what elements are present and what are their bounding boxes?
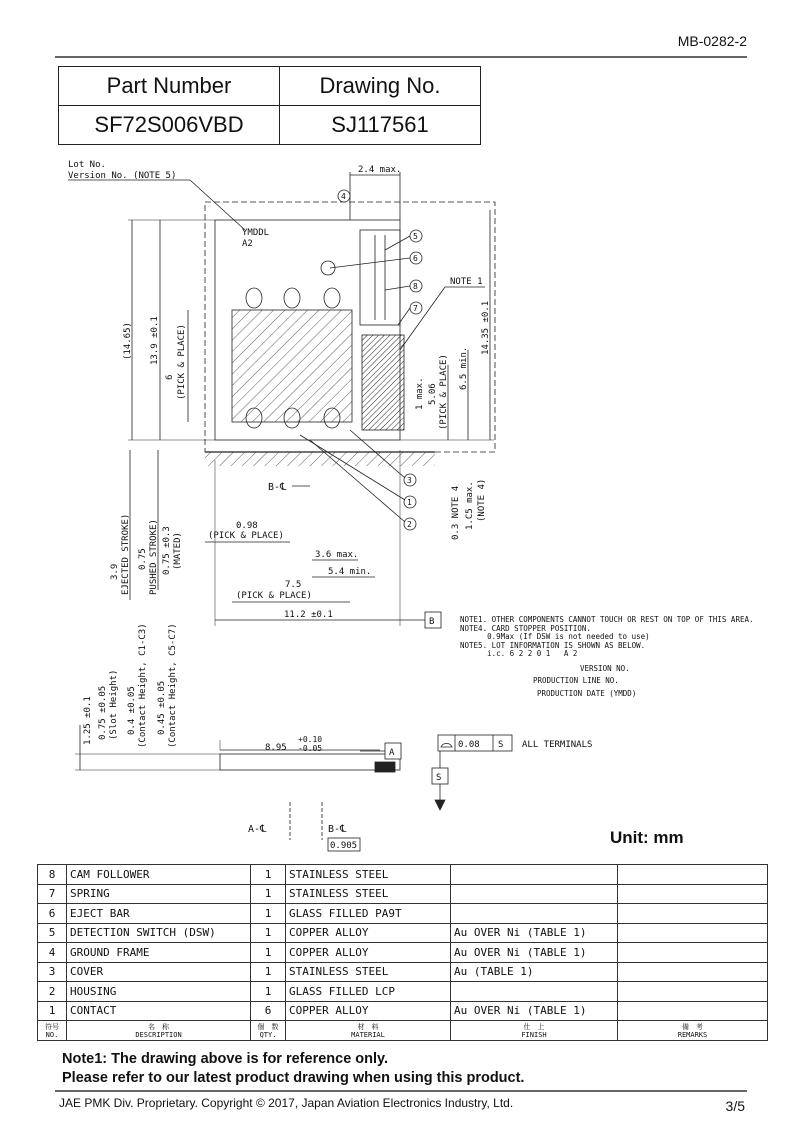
- bottom-note: [62, 1050, 524, 1088]
- bom-cell-material: GLASS FILLED LCP: [286, 982, 451, 1002]
- document-number: MB-0282-2: [677, 33, 747, 49]
- bom-row: [38, 982, 768, 1002]
- part-number-header: Part Number: [59, 67, 280, 106]
- datum-b: B: [429, 617, 435, 627]
- dim-0-75-mated: 0.75 ±0.3: [162, 526, 172, 575]
- part-number-value: SF72S006VBD: [59, 106, 280, 145]
- callout-3: 3: [407, 476, 412, 485]
- bom-row: [38, 865, 768, 885]
- unit-label: Unit: mm: [610, 828, 684, 847]
- dim-0-3-note4: 0.3 NOTE 4: [451, 485, 461, 540]
- dim-6-pick-label: (PICK & PLACE): [177, 324, 187, 400]
- bom-h-desc-jp: 名 称: [148, 1022, 169, 1031]
- pick-place-area: [232, 310, 352, 422]
- bom-cell-remarks: [618, 982, 768, 1002]
- datum-a: A: [389, 748, 395, 758]
- bom-cell-desc: EJECT BAR: [67, 904, 251, 924]
- bom-h-rem-jp: 備 考: [682, 1022, 703, 1031]
- bom-h-qty-jp: 個 数: [257, 1022, 279, 1031]
- dim-1-max: 1 max.: [415, 377, 425, 410]
- dim-14-35: 14.35 ±0.1: [481, 300, 491, 355]
- dim-5-06-label: (PICK & PLACE): [439, 354, 449, 430]
- note5-version: VERSION NO.: [580, 663, 630, 673]
- bom-cell-material: COPPER ALLOY: [286, 1001, 451, 1021]
- dim-0-4: 0.4 ±0.05: [127, 686, 137, 735]
- note5-date: PRODUCTION DATE (YMDD): [537, 688, 637, 698]
- dim-5-06: 5.06: [428, 383, 438, 405]
- bom-row: [38, 904, 768, 924]
- bom-cell-remarks: [618, 865, 768, 885]
- callout-6: 6: [413, 254, 418, 263]
- b-centerline-lower: B-℄: [328, 824, 347, 835]
- bom-cell-desc: CAM FOLLOWER: [67, 865, 251, 885]
- technical-drawing: [60, 150, 760, 860]
- bom-cell-remarks: [618, 884, 768, 904]
- bom-cell-remarks: [618, 1001, 768, 1021]
- bom-cell-finish: Au (TABLE 1): [451, 962, 618, 982]
- flatness-datum: S: [498, 740, 504, 750]
- bom-cell-finish: [451, 904, 618, 924]
- note1-text: NOTE1. OTHER COMPONENTS CANNOT TOUCH OR REST ON TOP OF THIS AREA.: [460, 615, 754, 624]
- bom-h-fin: FINISH: [521, 1030, 547, 1039]
- bom-cell-qty: 1: [251, 865, 286, 885]
- dim-6-pick: 6: [165, 374, 175, 380]
- bom-cell-material: STAINLESS STEEL: [286, 865, 451, 885]
- bom-cell-remarks: [618, 904, 768, 924]
- dim-0-75-stroke-label: PUSHED STROKE): [149, 519, 159, 595]
- bom-cell-no: 2: [38, 982, 67, 1002]
- bom-cell-desc: DETECTION SWITCH (DSW): [67, 923, 251, 943]
- bom-cell-qty: 1: [251, 884, 286, 904]
- flatness-value: 0.08: [458, 740, 480, 750]
- dim-13-9: 13.9 ±0.1: [150, 316, 160, 365]
- dim-2-4-max: 2.4 max.: [358, 165, 402, 175]
- lot-no-label: Lot No.: [68, 160, 106, 170]
- bom-cell-remarks: [618, 943, 768, 963]
- dim-14-65: (14.65): [123, 322, 133, 360]
- dim-0-905: 0.905: [330, 841, 358, 851]
- bom-cell-finish: Au OVER Ni (TABLE 1): [451, 923, 618, 943]
- callout-1: 1: [407, 498, 412, 507]
- bom-h-rem: REMARKS: [677, 1030, 708, 1039]
- marking-line2: A2: [242, 239, 253, 249]
- bom-cell-qty: 1: [251, 943, 286, 963]
- dim-3-9-label: EJECTED STROKE): [121, 513, 131, 595]
- part-number-table: [58, 66, 481, 145]
- footer-copyright: JAE PMK Div. Proprietary. Copyright © 2017, Japan Aviation Electronics Industry, Ltd.: [59, 1096, 514, 1110]
- bom-cell-finish: Au OVER Ni (TABLE 1): [451, 943, 618, 963]
- dim-tol-minus: -0.05: [298, 744, 323, 753]
- drawing-number-header: Drawing No.: [280, 67, 481, 106]
- page-number: 3/5: [725, 1098, 745, 1114]
- note5-example: i.c. 6 2 2 0 1 A 2: [460, 649, 578, 658]
- drawing-notes: [460, 616, 754, 698]
- bom-cell-qty: 1: [251, 962, 286, 982]
- dim-0-45: 0.45 ±0.05: [157, 680, 167, 735]
- bottom-note-line1: Note1: The drawing above is for reference only.: [62, 1051, 389, 1067]
- bom-cell-desc: CONTACT: [67, 1001, 251, 1021]
- bom-cell-material: GLASS FILLED PA9T: [286, 904, 451, 924]
- dim-3-6-max: 3.6 max.: [315, 550, 359, 560]
- note4-text: NOTE4. CARD STOPPER POSITION.: [460, 623, 591, 633]
- bom-row: [38, 1001, 768, 1021]
- bom-cell-material: COPPER ALLOY: [286, 943, 451, 963]
- bom-cell-qty: 6: [251, 1001, 286, 1021]
- dim-7-5: 7.5: [285, 580, 302, 590]
- dim-0-98: 0.98: [236, 521, 258, 531]
- bom-h-qty: QTY.: [259, 1030, 277, 1039]
- b-centerline: B-℄: [268, 482, 287, 493]
- dim-6-5-min: 6.5 min.: [459, 346, 469, 390]
- bom-h-fin-jp: 仕 上: [523, 1022, 545, 1031]
- all-terminals: ALL TERMINALS: [522, 740, 593, 750]
- dim-0-75-mated-label: (MATED): [173, 532, 183, 570]
- dim-3-9: 3.9: [110, 563, 120, 580]
- bom-cell-desc: GROUND FRAME: [67, 943, 251, 963]
- datum-s: S: [436, 773, 442, 783]
- bom-cell-qty: 1: [251, 923, 286, 943]
- bom-cell-desc: COVER: [67, 962, 251, 982]
- bom-cell-no: 1: [38, 1001, 67, 1021]
- bom-cell-material: COPPER ALLOY: [286, 923, 451, 943]
- dim-8-95: 8.95: [265, 743, 287, 753]
- bill-of-materials: [37, 864, 768, 1041]
- callout-8: 8: [413, 282, 418, 291]
- bom-h-mat: MATERIAL: [351, 1030, 385, 1039]
- bom-row: [38, 943, 768, 963]
- callout-4: 4: [341, 192, 346, 201]
- dim-7-5-label: (PICK & PLACE): [236, 591, 312, 601]
- callout-2: 2: [407, 520, 412, 529]
- dim-5-4-min: 5.4 min.: [328, 567, 372, 577]
- dim-11-2: 11.2 ±0.1: [284, 610, 333, 620]
- bom-cell-finish: Au OVER Ni (TABLE 1): [451, 1001, 618, 1021]
- drawing-number-value: SJ117561: [280, 106, 481, 145]
- bom-cell-qty: 1: [251, 904, 286, 924]
- top-rule: [55, 56, 747, 58]
- bom-row: [38, 923, 768, 943]
- bom-cell-remarks: [618, 962, 768, 982]
- bom-row: [38, 884, 768, 904]
- bom-h-no: NO.: [45, 1030, 59, 1039]
- note4-detail: 0.9Max (If DSW is not needed to use): [460, 632, 650, 641]
- a-centerline: A-℄: [248, 824, 267, 835]
- dim-0-98-label: (PICK & PLACE): [208, 531, 284, 541]
- bom-cell-material: STAINLESS STEEL: [286, 962, 451, 982]
- bom-cell-qty: 1: [251, 982, 286, 1002]
- bom-cell-no: 3: [38, 962, 67, 982]
- dim-0-75-slot: 0.75 ±0.05: [98, 685, 108, 740]
- bom-h-no-jp: 符号: [45, 1022, 59, 1031]
- bom-cell-no: 7: [38, 884, 67, 904]
- connector-side-view: [220, 754, 400, 770]
- bom-h-mat-jp: 材 料: [357, 1022, 379, 1031]
- bom-cell-no: 5: [38, 923, 67, 943]
- bottom-note-line2: Please refer to our latest product drawing when using this product.: [62, 1070, 525, 1086]
- dim-tol-plus: +0.10: [298, 735, 323, 744]
- dim-0-45-label: (Contact Height, C5-C7): [168, 623, 178, 748]
- marking-line1: YMDDL: [242, 228, 270, 238]
- bom-cell-no: 8: [38, 865, 67, 885]
- callout-5: 5: [413, 232, 418, 241]
- dim-0-75-slot-label: (Slot Height): [109, 669, 119, 740]
- bom-cell-no: 4: [38, 943, 67, 963]
- bom-cell-remarks: [618, 923, 768, 943]
- version-no-label: Version No. (NOTE 5): [68, 171, 177, 181]
- dim-0-75-stroke: 0.75: [138, 548, 148, 570]
- bom-row: [38, 962, 768, 982]
- bom-h-desc: DESCRIPTION: [135, 1030, 182, 1039]
- bottom-rule: [55, 1090, 747, 1092]
- note1-area: [362, 335, 404, 430]
- note5-text: NOTE5. LOT INFORMATION IS SHOWN AS BELOW.: [460, 640, 646, 650]
- dim-1-c5-max: 1.C5 max.: [465, 481, 475, 530]
- bom-cell-desc: SPRING: [67, 884, 251, 904]
- bom-header: [38, 1021, 768, 1041]
- bom-cell-material: STAINLESS STEEL: [286, 884, 451, 904]
- note5-line: PRODUCTION LINE NO.: [533, 676, 619, 685]
- note1-tag: NOTE 1: [450, 277, 483, 287]
- bom-cell-no: 6: [38, 904, 67, 924]
- callout-7: 7: [413, 304, 418, 313]
- bom-cell-finish: [451, 865, 618, 885]
- bom-cell-finish: [451, 982, 618, 1002]
- dim-1-25: 1.25 ±0.1: [83, 696, 93, 745]
- bom-cell-desc: HOUSING: [67, 982, 251, 1002]
- dim-note4: (NOTE 4): [477, 478, 487, 522]
- dim-0-4-label: (Contact Height, C1-C3): [138, 623, 148, 748]
- bom-cell-finish: [451, 884, 618, 904]
